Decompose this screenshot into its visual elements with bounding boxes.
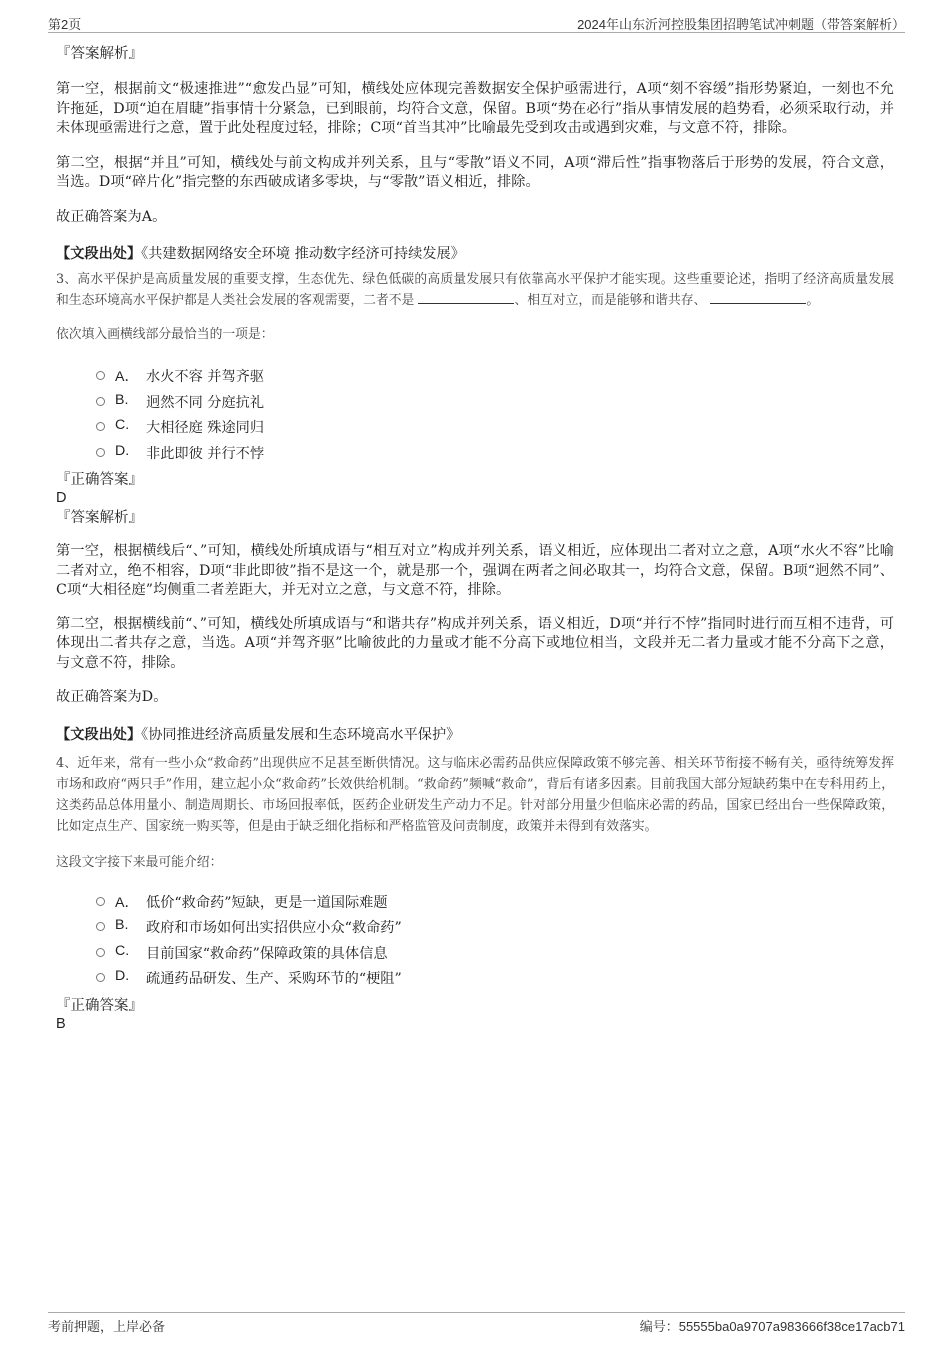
radio-circle-icon[interactable] xyxy=(96,973,105,982)
option-letter: D. xyxy=(115,968,130,984)
option-c[interactable] xyxy=(56,415,894,441)
analysis-conclusion: 故正确答案为A。 xyxy=(56,208,167,225)
option-text: 迥然不同 分庭抗礼 xyxy=(146,394,265,411)
question-text-part: 。 xyxy=(806,293,820,308)
question-prompt: 这段文字接下来最可能介绍： xyxy=(56,854,223,870)
question-prompt: 依次填入画横线部分最恰当的一项是： xyxy=(56,327,274,342)
analysis-paragraph: 第一空，根据横线后“、”可知，横线处所填成语与“相互对立”构成并列关系，语义相近，应体现出二者对立之意，A项“水火不容”比喻二者对立，绝不相容，D项“非此即彼”指不是这一个，就是那一个，强调在两者之间必取其一，均符合文意，保留。B项“迥然不同”、C项“大相径庭”均侧重二者差距大，并无对立之意，与文意不符，排除。 xyxy=(56,543,894,598)
serial-number: 55555ba0a9707a983666f38ce17acb71 xyxy=(678,1319,905,1334)
fill-blank xyxy=(710,291,806,304)
source-title: 《共建数据网络安全环境 推动数字经济可持续发展》 xyxy=(141,246,465,262)
correct-answer: D xyxy=(56,490,67,506)
radio-circle-icon[interactable] xyxy=(96,448,105,457)
analysis-heading: 『答案解析』 xyxy=(56,46,143,62)
option-text: 政府和市场如何出实招供应小众“救命药” xyxy=(146,920,402,936)
page-footer xyxy=(48,1312,905,1333)
footer-slogan: 考前押题，上岸必备 xyxy=(48,1319,166,1334)
source-title: 《协同推进经济高质量发展和生态环境高水平保护》 xyxy=(141,726,461,743)
page-content xyxy=(56,44,894,1032)
radio-circle-icon[interactable] xyxy=(96,897,105,906)
source-citation xyxy=(56,724,894,744)
option-letter: A． xyxy=(115,369,139,385)
option-letter: C. xyxy=(115,942,130,959)
radio-circle-icon[interactable] xyxy=(96,948,105,957)
radio-circle-icon[interactable] xyxy=(96,397,105,406)
option-c[interactable] xyxy=(56,941,894,967)
option-d[interactable] xyxy=(56,441,894,467)
analysis-paragraph: 第二空，根据横线前“、”可知，横线处所填成语与“和谐共存”构成并列关系，语义相近，D项“并行不悖”指同时进行而互相不违背，可体现出二者共存之意，当选。A项“并驾齐驱”比喻彼此的力量或才能不分高下或地位相当，文段并无二者力量或才能不分高下之意，与文意不符，排除。 xyxy=(56,615,894,671)
option-list xyxy=(56,890,894,992)
option-text: 水火不容 并驾齐驱 xyxy=(146,369,265,385)
option-letter: C. xyxy=(115,417,130,433)
source-label: 【文段出处】 xyxy=(56,246,142,262)
question-text xyxy=(56,269,894,311)
fill-blank xyxy=(418,291,514,304)
radio-circle-icon[interactable] xyxy=(96,371,105,380)
option-b[interactable] xyxy=(56,915,894,941)
analysis-conclusion: 故正确答案为D。 xyxy=(56,689,168,705)
option-letter: A． xyxy=(115,894,139,911)
answer-heading: 『正确答案』 xyxy=(56,997,143,1014)
option-text: 非此即彼 并行不悖 xyxy=(146,445,265,462)
option-d[interactable] xyxy=(56,966,894,992)
question-text-part: 、相互对立，而是能够和谐共存、 xyxy=(514,293,707,308)
page-number: 第2页 xyxy=(48,17,82,32)
option-letter: D. xyxy=(115,442,130,459)
answer-heading: 『正确答案』 xyxy=(56,472,143,488)
option-text: 大相径庭 殊途同归 xyxy=(146,420,265,436)
option-text: 目前国家“救命药”保障政策的具体信息 xyxy=(146,945,388,962)
question-text: 4、近年来，常有一些小众“救命药”出现供应不足甚至断供情况。这与临床必需药品供应保障政策不够完善、相关环节衔接不畅有关，亟待统筹发挥市场和政府“两只手”作用，建立起小众“救命药”长效供给机制。“救命药”频喊“救命”，背后有诸多因素。目前我国大部分短缺药集中在专科用药上，这类药品总体用量小、制造周期长、市场回报率低，医药企业研发生产动力不足。针对部分用量少但临床必需的药品，国家已经出台一些保障政策，比如定点生产、国家统一购买等，但是由于缺乏细化指标和严格监管及问责制度，政策并未得到有效落实。 xyxy=(56,755,894,834)
option-letter: B. xyxy=(115,917,129,933)
question-text-part: 3、高水平保护是高质量发展的重要支撑，生态优先、绿色低碳的高质量发展只有依靠高水平保护才能实现。这些重要论述，指明了经济高质量发展和生态环境高水平保护都是人类社会发展的客观需要，二者不是 xyxy=(56,272,894,308)
option-a[interactable] xyxy=(56,890,894,916)
radio-circle-icon[interactable] xyxy=(96,922,105,931)
option-letter: B. xyxy=(115,391,129,408)
source-citation xyxy=(56,243,894,263)
serial-label: 编号： xyxy=(639,1319,679,1334)
analysis-paragraph: 第二空，根据“并且”可知，横线处与前文构成并列关系，且与“零散”语义不同，A项“滞后性”指事物落后于形势的发展，符合文意，当选。D项“碎片化”指完整的东西破成诸多零块，与“零散”语义相近，排除。 xyxy=(56,154,894,190)
analysis-paragraph: 第一空，根据前文“极速推进”“愈发凸显”可知，横线处应体现完善数据安全保护亟需进行，A项“刻不容缓”指形势紧迫，一刻也不允许拖延，D项“迫在眉睫”指事情十分紧急，已到眼前，均符合文意，保留。B项“势在必行”指从事情发展的趋势看，必须采取行动，并未体现亟需进行之意，置于此处程度过轻，排除；C项“首当其冲”比喻最先受到攻击或遇到灾难，与文意不符，排除。 xyxy=(56,81,894,136)
radio-circle-icon[interactable] xyxy=(96,422,105,431)
document-title: 2024年山东沂河控股集团招聘笔试冲刺题（带答案解析） xyxy=(577,17,905,32)
correct-answer: B xyxy=(56,1015,66,1032)
option-list xyxy=(56,364,894,466)
option-text: 疏通药品研发、生产、采购环节的“梗阻” xyxy=(146,971,402,987)
analysis-heading: 『答案解析』 xyxy=(56,510,143,526)
option-text: 低价“救命药”短缺，更是一道国际难题 xyxy=(146,894,388,911)
option-b[interactable] xyxy=(56,390,894,416)
document-serial xyxy=(640,1316,905,1335)
source-label: 【文段出处】 xyxy=(56,726,142,743)
option-a[interactable] xyxy=(56,364,894,390)
page-header xyxy=(48,12,905,33)
